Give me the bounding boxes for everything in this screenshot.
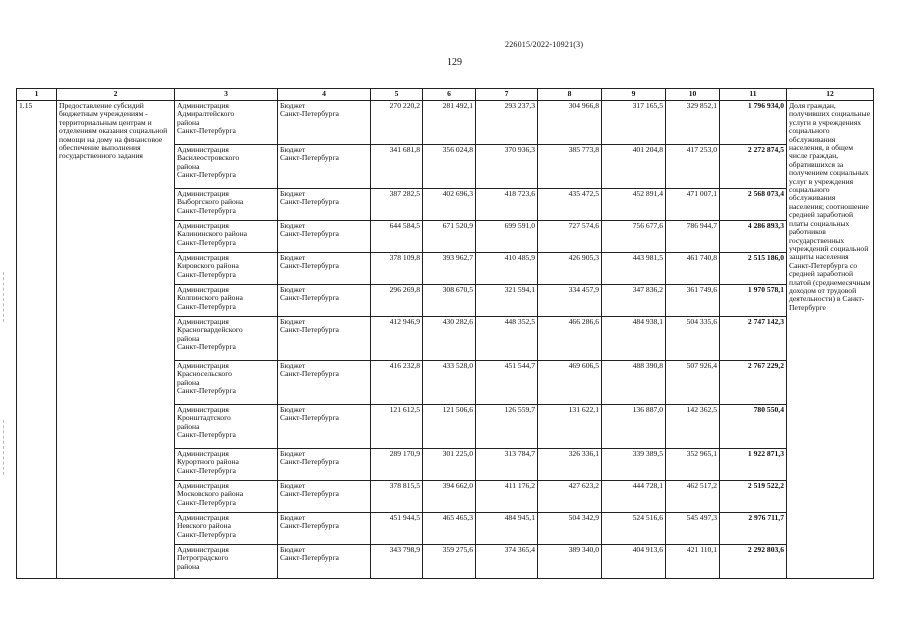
indicator-cell: Доля граждан, получивших социальные услуги в учреждениях социального обслуживания населения, в общем числе граждан, обратившихся за получением социальных услуг в учреждения социального обслуживания населения; соотношение средней заработной платы социальных работников государственных учреждений социальной защиты населения Санкт-Петербурга со средней заработной платой (среднемесячным доходом от трудовой деятельности) в Санкт-Петербурге — [787, 101, 874, 579]
value-cell: 671 520,9 — [423, 221, 476, 253]
organization-cell: Администрация Выборгского района Санкт-Петербурга — [175, 189, 278, 221]
funding-source-cell: Бюджет Санкт-Петербурга — [278, 481, 371, 513]
column-header: 8 — [538, 89, 602, 101]
total-cell: 1 922 871,3 — [720, 449, 787, 481]
value-cell: 451 944,5 — [371, 513, 423, 545]
column-header: 2 — [57, 89, 175, 101]
value-cell: 504 342,9 — [538, 513, 602, 545]
budget-table — [16, 88, 874, 579]
total-cell: 2 976 711,7 — [720, 513, 787, 545]
value-cell: 443 981,5 — [602, 253, 666, 285]
value-cell: 699 591,0 — [476, 221, 538, 253]
funding-source-cell: Бюджет Санкт-Петербурга — [278, 361, 371, 405]
value-cell: 444 728,1 — [602, 481, 666, 513]
organization-cell: Администрация Кронштадтского района Санкт-Петербурга — [175, 405, 278, 449]
value-cell: 471 007,1 — [666, 189, 720, 221]
value-cell: 786 944,7 — [666, 221, 720, 253]
value-cell: 430 282,6 — [423, 317, 476, 361]
measure-cell: Предоставление субсидий бюджетным учреждениям - территориальным центрам и отделениям оказания социальной помощи на дому на финансовое обеспечение выполнения государственного задания — [57, 101, 175, 579]
value-cell: 465 465,3 — [423, 513, 476, 545]
value-cell: 416 232,8 — [371, 361, 423, 405]
value-cell: 727 574,6 — [538, 221, 602, 253]
value-cell: 393 962,7 — [423, 253, 476, 285]
value-cell: 448 352,5 — [476, 317, 538, 361]
column-header: 1 — [17, 89, 57, 101]
organization-cell: Администрация Красносельского района Санкт-Петербурга — [175, 361, 278, 405]
value-cell: 121 612,5 — [371, 405, 423, 449]
value-cell: 289 170,9 — [371, 449, 423, 481]
total-cell: 2 272 874,5 — [720, 145, 787, 189]
total-cell: 4 286 893,3 — [720, 221, 787, 253]
total-cell: 2 568 073,4 — [720, 189, 787, 221]
value-cell: 361 749,6 — [666, 285, 720, 317]
value-cell: 545 497,3 — [666, 513, 720, 545]
value-cell: 412 946,9 — [371, 317, 423, 361]
value-cell: 421 110,1 — [666, 545, 720, 579]
column-header: 11 — [720, 89, 787, 101]
value-cell: 317 165,5 — [602, 101, 666, 145]
document-number: 226015/2022-10921(3) — [505, 40, 584, 49]
value-cell: 461 740,8 — [666, 253, 720, 285]
value-cell: 524 516,6 — [602, 513, 666, 545]
value-cell: 426 905,3 — [538, 253, 602, 285]
value-cell: 356 024,8 — [423, 145, 476, 189]
value-cell: 417 253,0 — [666, 145, 720, 189]
margin-mark — [3, 420, 5, 475]
column-header-row — [17, 89, 874, 101]
column-header: 12 — [787, 89, 874, 101]
table-row — [17, 101, 874, 145]
value-cell: 462 517,2 — [666, 481, 720, 513]
value-cell: 401 204,8 — [602, 145, 666, 189]
value-cell: 347 836,2 — [602, 285, 666, 317]
funding-source-cell: Бюджет Санкт-Петербурга — [278, 449, 371, 481]
value-cell: 352 965,1 — [666, 449, 720, 481]
organization-cell: Администрация Калининского района Санкт-Петербурга — [175, 221, 278, 253]
funding-source-cell: Бюджет Санкт-Петербурга — [278, 317, 371, 361]
value-cell: 427 623,2 — [538, 481, 602, 513]
value-cell: 378 109,8 — [371, 253, 423, 285]
organization-cell: Администрация Кировского района Санкт-Петербурга — [175, 253, 278, 285]
funding-source-cell: Бюджет Санкт-Петербурга — [278, 253, 371, 285]
total-cell: 2 767 229,2 — [720, 361, 787, 405]
row-number-cell: 1.15 — [17, 101, 57, 579]
value-cell: 321 594,1 — [476, 285, 538, 317]
value-cell: 389 340,0 — [538, 545, 602, 579]
column-header: 10 — [666, 89, 720, 101]
value-cell: 293 237,3 — [476, 101, 538, 145]
total-cell: 2 515 186,0 — [720, 253, 787, 285]
organization-cell: Администрация Адмиралтейского района Санкт-Петербурга — [175, 101, 278, 145]
funding-source-cell: Бюджет Санкт-Петербурга — [278, 545, 371, 579]
funding-source-cell: Бюджет Санкт-Петербурга — [278, 221, 371, 253]
value-cell: 343 798,9 — [371, 545, 423, 579]
value-cell: 370 936,3 — [476, 145, 538, 189]
column-header: 4 — [278, 89, 371, 101]
value-cell: 418 723,6 — [476, 189, 538, 221]
value-cell: 411 176,2 — [476, 481, 538, 513]
value-cell: 451 544,7 — [476, 361, 538, 405]
margin-mark — [3, 272, 5, 322]
value-cell: 484 938,1 — [602, 317, 666, 361]
value-cell: 410 485,9 — [476, 253, 538, 285]
organization-cell: Администрация Красногвардейского района Санкт-Петербурга — [175, 317, 278, 361]
total-cell: 1 796 934,0 — [720, 101, 787, 145]
value-cell: 308 670,5 — [423, 285, 476, 317]
organization-cell: Администрация Московского района Санкт-Петербурга — [175, 481, 278, 513]
column-header: 5 — [371, 89, 423, 101]
value-cell: 359 275,6 — [423, 545, 476, 579]
value-cell: 270 220,2 — [371, 101, 423, 145]
value-cell: 378 815,5 — [371, 481, 423, 513]
column-header: 9 — [602, 89, 666, 101]
organization-cell: Администрация Василеостровского района Санкт-Петербурга — [175, 145, 278, 189]
value-cell: 281 492,1 — [423, 101, 476, 145]
value-cell: 329 852,1 — [666, 101, 720, 145]
value-cell: 394 662,0 — [423, 481, 476, 513]
total-cell: 1 970 578,1 — [720, 285, 787, 317]
value-cell: 466 286,6 — [538, 317, 602, 361]
value-cell: 435 472,5 — [538, 189, 602, 221]
value-cell: 402 696,3 — [423, 189, 476, 221]
value-cell: 644 584,5 — [371, 221, 423, 253]
column-header: 3 — [175, 89, 278, 101]
funding-source-cell: Бюджет Санкт-Петербурга — [278, 513, 371, 545]
value-cell: 341 681,8 — [371, 145, 423, 189]
value-cell: 385 773,8 — [538, 145, 602, 189]
total-cell: 2 519 522,2 — [720, 481, 787, 513]
value-cell: 484 945,1 — [476, 513, 538, 545]
value-cell: 756 677,6 — [602, 221, 666, 253]
funding-source-cell: Бюджет Санкт-Петербурга — [278, 145, 371, 189]
value-cell: 433 528,0 — [423, 361, 476, 405]
value-cell: 504 335,6 — [666, 317, 720, 361]
value-cell: 326 336,1 — [538, 449, 602, 481]
organization-cell: Администрация Петроградского района — [175, 545, 278, 579]
value-cell: 142 362,5 — [666, 405, 720, 449]
funding-source-cell: Бюджет Санкт-Петербурга — [278, 189, 371, 221]
organization-cell: Администрация Курортного района Санкт-Петербурга — [175, 449, 278, 481]
value-cell: 131 622,1 — [538, 405, 602, 449]
organization-cell: Администрация Невского района Санкт-Петербурга — [175, 513, 278, 545]
total-cell: 780 550,4 — [720, 405, 787, 449]
value-cell: 507 926,4 — [666, 361, 720, 405]
value-cell: 304 966,8 — [538, 101, 602, 145]
value-cell: 469 606,5 — [538, 361, 602, 405]
value-cell: 126 559,7 — [476, 405, 538, 449]
value-cell: 313 784,7 — [476, 449, 538, 481]
value-cell: 374 365,4 — [476, 545, 538, 579]
value-cell: 404 913,6 — [602, 545, 666, 579]
column-header: 7 — [476, 89, 538, 101]
funding-source-cell: Бюджет Санкт-Петербурга — [278, 405, 371, 449]
column-header: 6 — [423, 89, 476, 101]
funding-source-cell: Бюджет Санкт-Петербурга — [278, 285, 371, 317]
value-cell: 334 457,9 — [538, 285, 602, 317]
page-number: 129 — [447, 57, 462, 68]
total-cell: 2 292 803,6 — [720, 545, 787, 579]
value-cell: 488 390,8 — [602, 361, 666, 405]
organization-cell: Администрация Колпинского района Санкт-Петербурга — [175, 285, 278, 317]
value-cell: 339 389,5 — [602, 449, 666, 481]
value-cell: 136 887,0 — [602, 405, 666, 449]
value-cell: 387 282,5 — [371, 189, 423, 221]
value-cell: 452 891,4 — [602, 189, 666, 221]
total-cell: 2 747 142,3 — [720, 317, 787, 361]
value-cell: 121 506,6 — [423, 405, 476, 449]
value-cell: 296 269,8 — [371, 285, 423, 317]
funding-source-cell: Бюджет Санкт-Петербурга — [278, 101, 371, 145]
value-cell: 301 225,0 — [423, 449, 476, 481]
